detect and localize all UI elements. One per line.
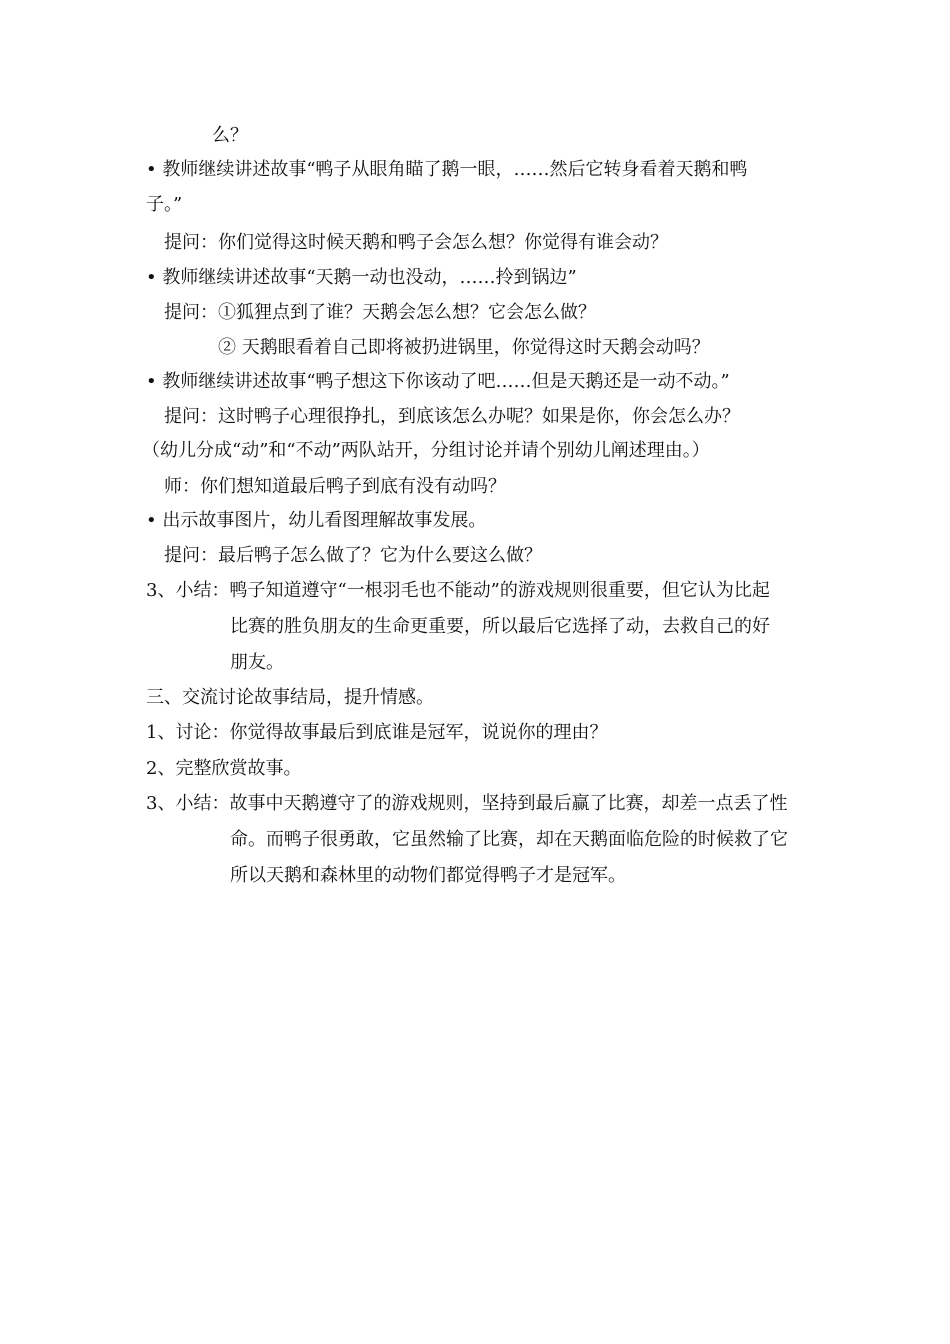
text-line: 2、完整欣赏故事。	[146, 758, 302, 779]
text-line: • 教师继续讲述故事“天鹅一动也没动，……拎到锅边”	[146, 267, 577, 288]
text-line: • 教师继续讲述故事“鸭子想这下你该动了吧……但是天鹅还是一动不动。”	[146, 371, 730, 392]
text-line: 所以天鹅和森林里的动物们都觉得鸭子才是冠军。	[230, 865, 626, 886]
text-line: 子。”	[146, 194, 183, 215]
text-line: 命。而鸭子很勇敢，它虽然输了比赛，却在天鹅面临危险的时候救了它	[230, 829, 788, 850]
text-line: • 教师继续讲述故事“鸭子从眼角瞄了鹅一眼，……然后它转身看着天鹅和鸭	[146, 159, 748, 180]
text-line: 提问：最后鸭子怎么做了？它为什么要这么做？	[164, 545, 542, 566]
text-line: 提问：这时鸭子心理很挣扎，到底该怎么办呢？如果是你，你会怎么办？	[164, 406, 740, 427]
text-line: • 出示故事图片，幼儿看图理解故事发展。	[146, 510, 487, 531]
text-line: ② 天鹅眼看着自己即将被扔进锅里，你觉得这时天鹅会动吗？	[218, 337, 710, 358]
text-line: 3、小结：故事中天鹅遵守了的游戏规则，坚持到最后赢了比赛，却差一点丢了性	[146, 793, 788, 814]
text-line: 1、讨论：你觉得故事最后到底谁是冠军，说说你的理由？	[146, 722, 608, 743]
text-line: 3、小结：鸭子知道遵守“一根羽毛也不能动”的游戏规则很重要，但它认为比起	[146, 580, 770, 601]
text-line: 师：你们想知道最后鸭子到底有没有动吗？	[164, 476, 506, 497]
text-line: 朋友。	[230, 652, 284, 673]
text-line: 提问：①狐狸点到了谁？天鹅会怎么想？它会怎么做？	[164, 302, 596, 323]
text-line: 比赛的胜负朋友的生命更重要，所以最后它选择了动，去救自己的好	[230, 616, 770, 637]
text-line: 么？	[212, 125, 248, 146]
section-heading: 三、交流讨论故事结局，提升情感。	[146, 687, 434, 708]
text-line: （幼儿分成“动”和“不动”两队站开，分组讨论并请个别幼儿阐述理由。）	[142, 440, 710, 461]
text-line: 提问：你们觉得这时候天鹅和鸭子会怎么想？你觉得有谁会动？	[164, 232, 668, 253]
